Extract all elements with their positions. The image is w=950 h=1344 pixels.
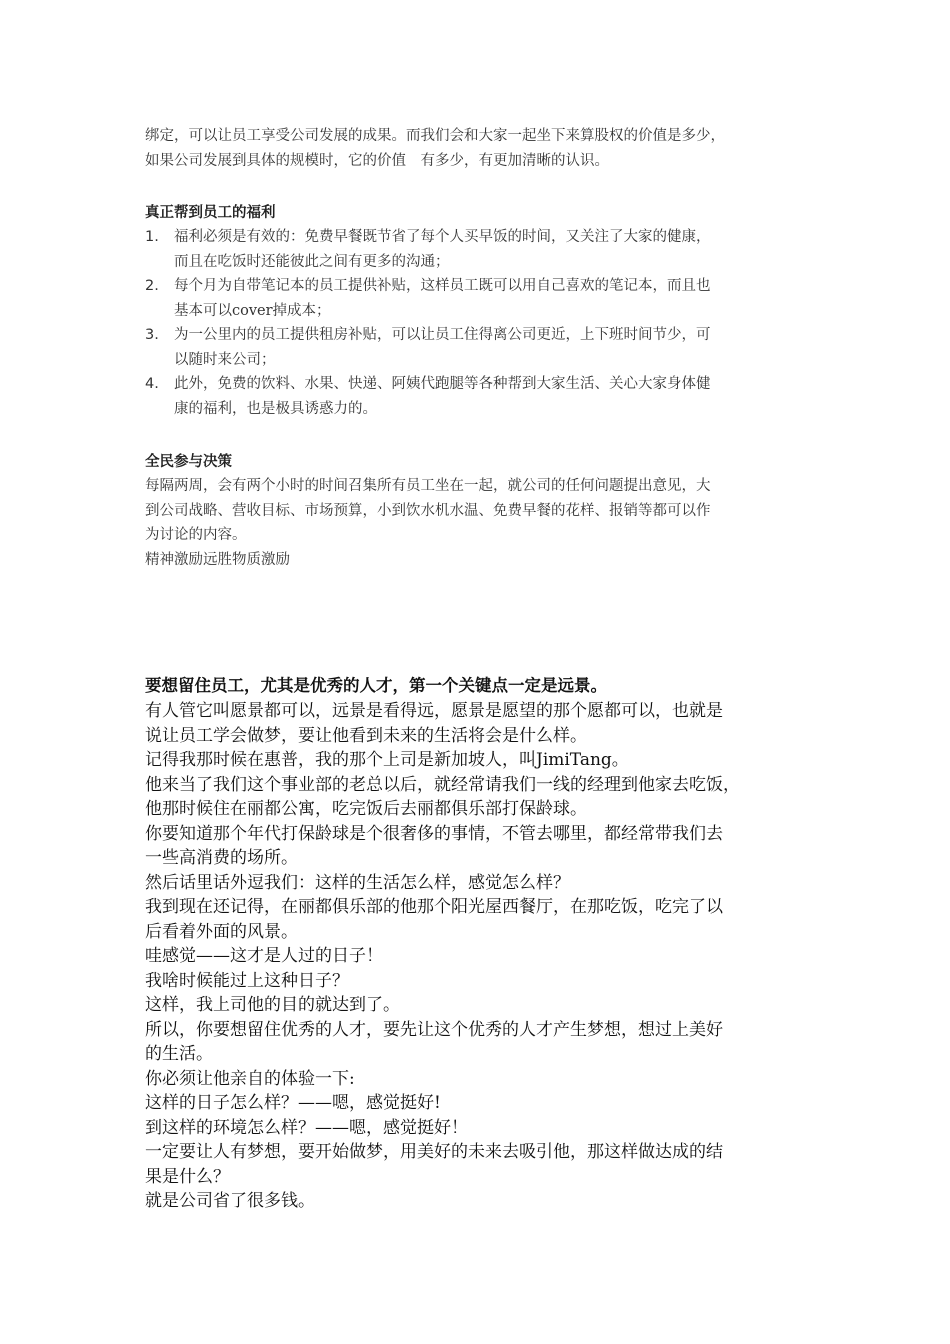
story-line: 他来当了我们这个事业部的老总以后，就经常请我们一线的经理到他家去吃饭， xyxy=(145,774,740,795)
list-item-line: 每个月为自带笔记本的员工提供补贴，这样员工既可以用自己喜欢的笔记本，而且也 xyxy=(174,278,711,294)
list-item xyxy=(145,323,810,372)
story-line: 一定要让人有梦想，要开始做梦，用美好的未来去吸引他，那这样做达成的结 xyxy=(145,1142,723,1162)
story-line: 你必须让他亲自的体验一下: xyxy=(145,1068,355,1089)
story-line: 的生活。 xyxy=(145,1044,213,1064)
list-item-line: 以随时来公司； xyxy=(174,351,276,368)
list-number: 3. xyxy=(145,327,159,343)
list-number: 4. xyxy=(145,376,159,392)
list-item-line: 基本可以cover掉成本； xyxy=(174,302,331,319)
story-line: 后看着外面的风景。 xyxy=(145,921,298,942)
list-item-line: 为一公里内的员工提供租房补贴，可以让员工住得离公司更近，上下班时间节少，可 xyxy=(174,327,711,343)
list-number: 1. xyxy=(145,229,159,245)
list-item-line: 康的福利，也是极具诱惑力的。 xyxy=(174,400,377,417)
story-line: 记得我那时候在惠普，我的那个上司是新加坡人，叫JimiTang。 xyxy=(145,750,629,770)
story-line: 这样的日子怎么样？——嗯，感觉挺好! xyxy=(145,1093,441,1113)
story-line: 所以，你要想留住优秀的人才，要先让这个优秀的人才产生梦想，想过上美好 xyxy=(145,1019,723,1040)
list-number: 2. xyxy=(145,278,159,294)
decision-heading: 全民参与决策 xyxy=(145,454,232,470)
story-line: 这样，我上司他的目的就达到了。 xyxy=(145,995,400,1015)
decision-section xyxy=(145,450,810,572)
story-line: 我到现在还记得，在丽都俱乐部的他那个阳光屋西餐厅，在那吃饭，吃完了以 xyxy=(145,897,723,917)
list-item xyxy=(145,274,810,323)
story-line: 你要知道那个年代打保龄球是个很奢侈的事情，不管去哪里，都经常带我们去 xyxy=(145,823,723,844)
decision-line: 精神激励远胜物质激励 xyxy=(145,551,290,568)
story-line: 到这样的环境怎么样？——嗯，感觉挺好！ xyxy=(145,1117,468,1138)
story-line: 一些高消费的场所。 xyxy=(145,848,298,868)
decision-line: 到公司战略、营收目标、市场预算，小到饮水机水温、免费早餐的花样、报销等都可以作 xyxy=(145,502,711,519)
story-line: 果是什么？ xyxy=(145,1166,230,1187)
intro-paragraph xyxy=(145,124,810,173)
decision-line: 每隔两周，会有两个小时的时间召集所有员工坐在一起，就公司的任何问题提出意见，大 xyxy=(145,478,711,494)
list-item xyxy=(145,225,810,274)
story-line: 就是公司省了很多钱。 xyxy=(145,1191,315,1211)
welfare-list xyxy=(145,225,810,421)
story-section xyxy=(145,673,810,1214)
story-heading: 要想留住员工，尤其是优秀的人才，第一个关键点一定是远景。 xyxy=(145,676,607,695)
story-line: 说让员工学会做梦，要让他看到未来的生活将会是什么样。 xyxy=(145,725,587,746)
intro-line: 绑定，可以让员工享受公司发展的成果。而我们会和大家一起坐下来算股权的价值是多少， xyxy=(145,128,725,144)
welfare-heading: 真正帮到员工的福利 xyxy=(145,205,276,221)
list-item-line: 福利必须是有效的：免费早餐既节省了每个人买早饭的时间，又关注了大家的健康， xyxy=(174,229,711,245)
story-line: 有人管它叫愿景都可以，远景是看得远，愿景是愿望的那个愿都可以，也就是 xyxy=(145,701,723,721)
welfare-section xyxy=(145,201,810,421)
list-item-line: 而且在吃饭时还能彼此之间有更多的沟通； xyxy=(174,253,450,270)
story-line: 我啥时候能过上这种日子？ xyxy=(145,970,349,991)
list-item xyxy=(145,372,810,421)
story-line: 他那时候住在丽都公寓，吃完饭后去丽都俱乐部打保龄球。 xyxy=(145,799,587,819)
list-item-line: 此外，免费的饮料、水果、快递、阿姨代跑腿等各种帮到大家生活、关心大家身体健 xyxy=(174,376,711,392)
decision-line: 为讨论的内容。 xyxy=(145,527,247,543)
story-line: 哇感觉——这才是人过的日子！ xyxy=(145,946,383,966)
story-line: 然后话里话外逗我们：这样的生活怎么样，感觉怎么样？ xyxy=(145,872,570,893)
intro-line: 如果公司发展到具体的规模时，它的价值 有多少，有更加清晰的认识。 xyxy=(145,152,609,169)
